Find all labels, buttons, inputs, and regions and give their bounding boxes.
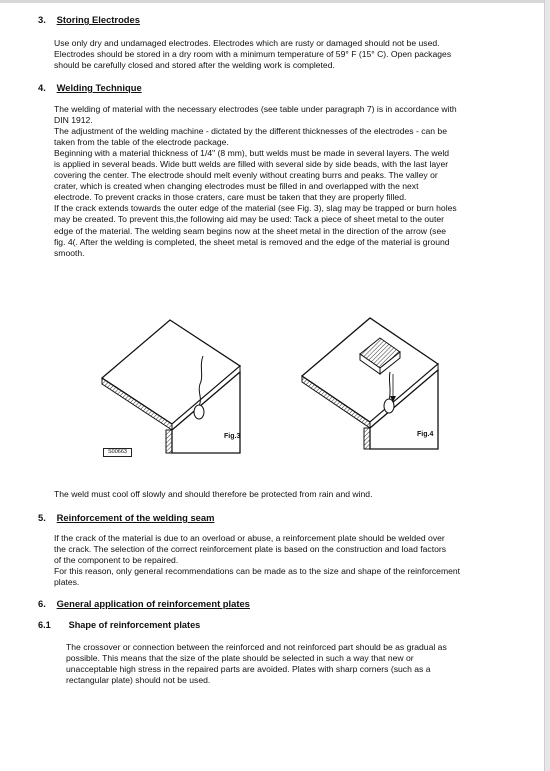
section-4-paragraph <box>54 104 502 259</box>
text-line: of the component to be repaired. <box>54 555 179 566</box>
subsection-6-1-paragraph <box>66 642 502 686</box>
text-line: plates. <box>54 577 80 588</box>
text-line: possible. This means that the size of the plate should be selected in such a way that new or <box>66 653 414 664</box>
text-line: rectangular plate) should not be used. <box>66 675 211 686</box>
text-line: edge of the material. The welding seam begins now at the sheet metal in the direction of the arrow (see <box>54 225 447 236</box>
figure-caption <box>54 489 502 500</box>
page-top-edge <box>0 0 550 3</box>
section-4-heading <box>38 82 142 93</box>
text-line: smooth. <box>54 247 85 258</box>
section-title: General application of reinforcement plates <box>56 598 250 609</box>
text-line: is applied in several beads. Wide butt welds are filled with several side by side beads, with the last layer <box>54 159 449 170</box>
text-line: DIN 1912. <box>54 115 93 126</box>
subsection-title: Shape of reinforcement plates <box>68 620 201 630</box>
text-line: For this reason, only general recommendations can be made as to the size and shape of the reinforcement <box>54 566 461 577</box>
section-number: 5. <box>38 512 46 523</box>
text-line: should be carefully closed and stored after the welding work is completed. <box>54 60 335 71</box>
page-right-edge <box>544 0 550 771</box>
figure-3-label: Fig.3 <box>224 433 241 440</box>
text-line: covering the center. The electrode should melt evenly without creating burrs and peaks. The valley or <box>54 170 438 181</box>
text-line: The adjustment of the welding machine - dictated by the different thicknesses of the electrodes - can be <box>54 126 447 137</box>
section-title: Reinforcement of the welding seam <box>56 512 215 523</box>
section-3-heading <box>38 14 140 25</box>
text-line: the crack. The selection of the correct reinforcement plate is based on the construction and load factors <box>54 544 447 555</box>
text-line: electrode. To prevent cracks in those craters, care must be taken that they are properly filled. <box>54 192 407 203</box>
text-line: If the crack of the material is due to an overload or abuse, a reinforcement plate should be welded over <box>54 533 445 543</box>
text-line: The crossover or connection between the reinforced and not reinforced part should be as gradual as <box>66 642 447 652</box>
text-line: may be created. To prevent this,the following aid may be used: Tack a piece of sheet metal to the outer <box>54 214 444 225</box>
text-line: Beginning with a material thickness of 1/4" (8 mm), butt welds must be made in several layers. The weld <box>54 148 450 159</box>
section-5-heading <box>38 512 214 523</box>
section-number: 3. <box>38 14 46 25</box>
figure-code: S00663 <box>103 448 132 457</box>
section-5-paragraph <box>54 533 502 588</box>
text-line: The welding of material with the necessary electrodes (see table under paragraph 7) is in accordance with <box>54 104 457 114</box>
text-line: If the crack extends towards the outer edge of the material (see Fig. 3), slag may be trapped or burn holes <box>54 203 457 214</box>
section-title: Storing Electrodes <box>56 14 140 25</box>
section-number: 6. <box>38 598 46 609</box>
section-number: 4. <box>38 82 46 93</box>
text-line: unacceptable high stress in the repaired parts are avoided. Plates with sharp corners (such as a <box>66 664 431 675</box>
text-line: The weld must cool off slowly and should therefore be protected from rain and wind. <box>54 489 373 499</box>
figure-4-label: Fig.4 <box>417 431 434 438</box>
section-3-paragraph <box>54 38 502 71</box>
text-line: taken from the table of the electrode package. <box>54 137 229 148</box>
text-line: Use only dry and undamaged electrodes. Electrodes which are rusty or damaged should not be used. <box>54 38 440 48</box>
section-6-heading <box>38 598 250 609</box>
subsection-number: 6.1 <box>38 620 51 630</box>
text-line: fig. 4(. After the welding is completed, the sheet metal is removed and the edge of the material is ground <box>54 236 450 247</box>
subsection-6-1-heading <box>38 620 200 630</box>
text-line: crater, which is created when changing electrodes must be filled in and overlapped with the next <box>54 181 419 192</box>
text-line: Electrodes should be stored in a dry room with a minimum temperature of 59° F (15° C). Open packages <box>54 49 452 60</box>
section-title: Welding Technique <box>56 82 142 93</box>
